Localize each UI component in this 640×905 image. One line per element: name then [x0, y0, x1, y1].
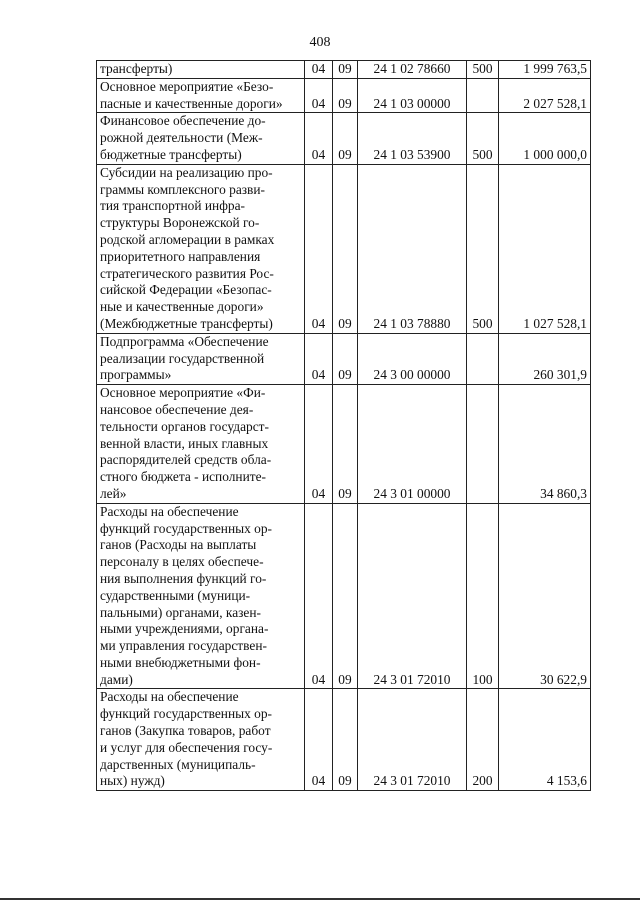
row-name-cell	[97, 113, 305, 164]
row-name-line: реализации государственной	[100, 350, 265, 366]
page-number: 408	[309, 35, 331, 50]
table-row	[97, 113, 591, 164]
target-article-cell: 24 1 03 78880	[358, 164, 467, 333]
row-name-line: приоритетного направления	[100, 248, 261, 264]
row-name-line: Субсидии на реализацию про-	[100, 164, 273, 180]
bottom-edge-rule	[0, 898, 640, 900]
row-name-line: и услуг для обеспечения госу-	[100, 739, 273, 755]
row-name-line: ными внебюджетными фон-	[100, 654, 261, 670]
budget-table	[96, 60, 591, 791]
expense-type-cell	[467, 78, 499, 113]
section-code-cell: 04	[305, 689, 333, 791]
subsection-code-cell: 09	[333, 113, 358, 164]
amount-cell: 1 000 000,0	[499, 113, 591, 164]
row-name-line: Финансовое обеспечение до-	[100, 113, 266, 129]
subsection-code-cell: 09	[333, 385, 358, 504]
amount-cell: 30 622,9	[499, 503, 591, 689]
row-name-line: рожной деятельности (Меж-	[100, 130, 263, 146]
expense-type-cell: 500	[467, 113, 499, 164]
row-name-line: Расходы на обеспечение	[100, 503, 239, 519]
expense-type-cell	[467, 385, 499, 504]
target-article-cell: 24 1 02 78660	[358, 61, 467, 79]
expense-type-cell: 500	[467, 61, 499, 79]
subsection-code-cell: 09	[333, 61, 358, 79]
target-article-cell: 24 3 01 00000	[358, 385, 467, 504]
subsection-code-cell: 09	[333, 689, 358, 791]
row-name-line: ными учреждениями, органа-	[100, 621, 269, 637]
table-row	[97, 333, 591, 384]
row-name-line: пасные и качественные дороги»	[100, 95, 283, 111]
amount-cell: 4 153,6	[499, 689, 591, 791]
section-code-cell: 04	[305, 164, 333, 333]
table-row	[97, 164, 591, 333]
row-name-line: структуры Воронежской го-	[100, 215, 260, 231]
amount-cell: 1 027 528,1	[499, 164, 591, 333]
row-name-line: нансовое обеспечение дея-	[100, 401, 254, 417]
row-name-line: Подпрограмма «Обеспечение	[100, 333, 269, 349]
target-article-cell: 24 3 01 72010	[358, 503, 467, 689]
row-name-cell	[97, 61, 305, 79]
row-name-line: ных) нужд)	[100, 773, 165, 789]
expense-type-cell: 200	[467, 689, 499, 791]
section-code-cell: 04	[305, 113, 333, 164]
subsection-code-cell: 09	[333, 78, 358, 113]
target-article-cell: 24 3 01 72010	[358, 689, 467, 791]
row-name-line: трансферты)	[100, 61, 173, 76]
expense-type-cell: 100	[467, 503, 499, 689]
row-name-line: родской агломерации в рамках	[100, 231, 275, 247]
row-name-line: пальными) органами, казен-	[100, 604, 262, 620]
section-code-cell: 04	[305, 503, 333, 689]
section-code-cell: 04	[305, 61, 333, 79]
row-name-line: граммы комплексного разви-	[100, 181, 266, 197]
target-article-cell: 24 1 03 00000	[358, 78, 467, 113]
section-code-cell: 04	[305, 385, 333, 504]
expense-type-cell	[467, 333, 499, 384]
row-name-line: бюджетные трансферты)	[100, 146, 242, 162]
amount-cell: 260 301,9	[499, 333, 591, 384]
row-name-line: ми управления государствен-	[100, 638, 267, 654]
row-name-line: венной власти, иных главных	[100, 435, 269, 451]
row-name-line: сийской Федерации «Безопас-	[100, 282, 272, 298]
row-name-line: стного бюджета - исполните-	[100, 469, 267, 485]
subsection-code-cell: 09	[333, 333, 358, 384]
subsection-code-cell: 09	[333, 164, 358, 333]
row-name-line: тия транспортной инфра-	[100, 198, 246, 214]
row-name-line: функций государственных ор-	[100, 706, 273, 722]
row-name-line: ганов (Расходы на выплаты	[100, 537, 257, 553]
expense-type-cell: 500	[467, 164, 499, 333]
row-name-cell	[97, 78, 305, 113]
table-row	[97, 78, 591, 113]
target-article-cell: 24 3 00 00000	[358, 333, 467, 384]
row-name-line: функций государственных ор-	[100, 520, 273, 536]
row-name-line: ганов (Закупка товаров, работ	[100, 723, 271, 739]
row-name-line: Расходы на обеспечение	[100, 689, 239, 705]
table-row	[97, 503, 591, 689]
row-name-line: лей»	[100, 485, 127, 501]
section-code-cell: 04	[305, 78, 333, 113]
row-name-cell	[97, 385, 305, 504]
row-name-line: стратегического развития Рос-	[100, 265, 274, 281]
target-article-cell: 24 1 03 53900	[358, 113, 467, 164]
row-name-line: тельности органов государст-	[100, 418, 269, 434]
amount-cell: 34 860,3	[499, 385, 591, 504]
table-row	[97, 385, 591, 504]
row-name-line: дарственных (муниципаль-	[100, 756, 256, 772]
table-row	[97, 61, 591, 79]
row-name-line: программы»	[100, 367, 172, 383]
row-name-line: (Межбюджетные трансферты)	[100, 315, 273, 331]
amount-cell: 1 999 763,5	[499, 61, 591, 79]
row-name-line: дами)	[100, 671, 133, 687]
subsection-code-cell: 09	[333, 503, 358, 689]
row-name-cell	[97, 164, 305, 333]
row-name-line: Основное мероприятие «Безо-	[100, 78, 274, 94]
row-name-cell	[97, 503, 305, 689]
row-name-line: персоналу в целях обеспече-	[100, 554, 264, 570]
row-name-cell	[97, 689, 305, 791]
table-row	[97, 689, 591, 791]
row-name-cell	[97, 333, 305, 384]
row-name-line: распорядителей средств обла-	[100, 452, 272, 468]
row-name-line: сударственными (муници-	[100, 587, 251, 603]
section-code-cell: 04	[305, 333, 333, 384]
amount-cell: 2 027 528,1	[499, 78, 591, 113]
row-name-line: ния выполнения функций го-	[100, 570, 267, 586]
row-name-line: Основное мероприятие «Фи-	[100, 385, 266, 401]
row-name-line: ные и качественные дороги»	[100, 299, 264, 315]
